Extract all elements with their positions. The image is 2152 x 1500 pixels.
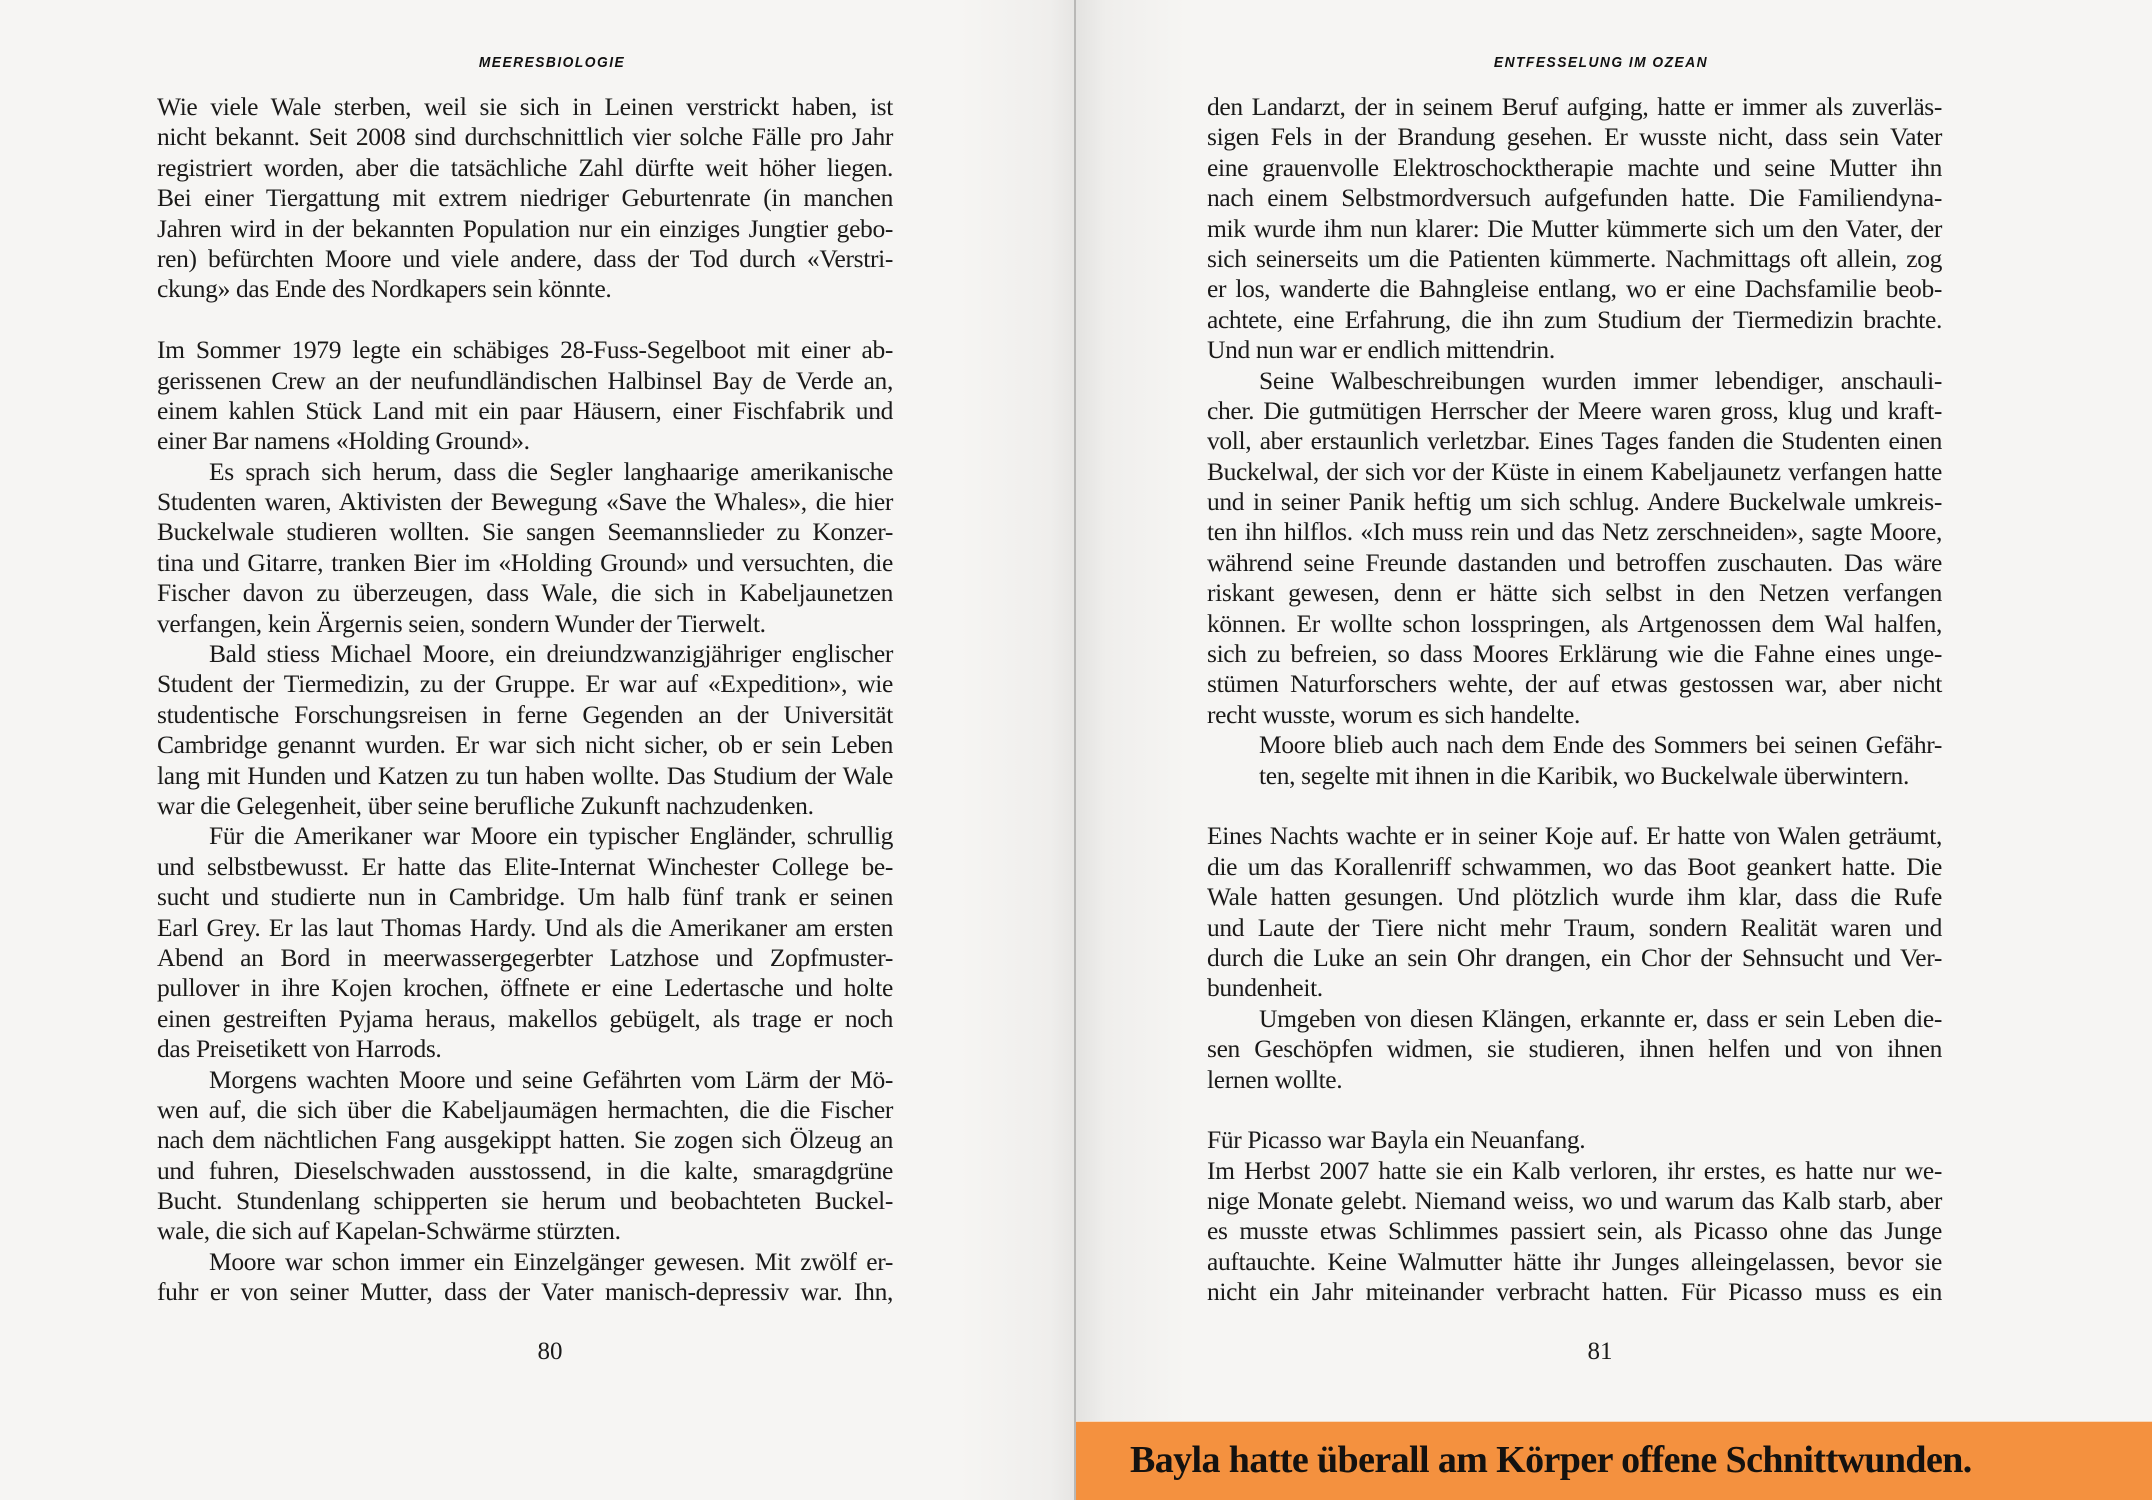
text-line: das Preisetikett von Harrods. xyxy=(157,1034,442,1064)
text-line: Fischer davon zu überzeugen, dass Wale, die sich in Kabeljaunetzen xyxy=(157,578,893,608)
text-line: fuhr er von seiner Mutter, dass der Vater manisch-depressiv war. Ihn, xyxy=(157,1277,893,1307)
text-line: wen auf, die sich über die Kabeljaumägen hermachten, die die Fischer xyxy=(157,1094,893,1124)
text-line: während seine Freunde dastanden und betroffen zuschauten. Das wäre xyxy=(1207,547,1942,577)
text-line: ren) befürchten Moore und viele andere, dass der Tod durch «Verstri- xyxy=(157,243,893,273)
text-line: Student der Tiermedizin, zu der Gruppe. Er war auf «Expedition», wie xyxy=(157,669,893,699)
text-line: pullover in ihre Kojen krochen, öffnete er eine Ledertasche und holte xyxy=(157,973,893,1003)
text-line: Eines Nachts wachte er in seiner Koje auf. Er hatte von Walen geträumt, xyxy=(1207,821,1942,851)
page-number-right: 81 xyxy=(1587,1338,1613,1365)
text-line: lernen wollte. xyxy=(1207,1064,1343,1094)
running-head-right: ENTFESSELUNG IM OZEAN xyxy=(1493,54,1709,71)
text-line: sich seinerseits um die Patienten kümmerte. Nachmittags oft allein, zog xyxy=(1207,243,1942,273)
text-line: bundenheit. xyxy=(1207,973,1323,1003)
text-line: Morgens wachten Moore und seine Gefährten vom Lärm der Mö- xyxy=(209,1064,893,1094)
text-line: die um das Korallenriff schwammen, wo das Boot geankert hatte. Die xyxy=(1207,851,1942,881)
text-line: Wie viele Wale sterben, weil sie sich in Leinen verstrickt haben, ist xyxy=(157,92,893,121)
text-line: Für die Amerikaner war Moore ein typischer Engländer, schrullig xyxy=(209,821,893,851)
highlight-banner xyxy=(1076,1421,2152,1500)
text-line: es musste etwas Schlimmes passiert sein, als Picasso ohne das Junge xyxy=(1207,1216,1942,1246)
text-line: Moore blieb auch nach dem Ende des Sommers bei seinen Gefähr- xyxy=(1259,730,1942,760)
text-line: registriert worden, aber die tatsächliche Zahl dürfte weit höher liegen. xyxy=(157,152,893,182)
text-line: Cambridge genannt wurden. Er war sich nicht sicher, ob er sein Leben xyxy=(157,730,893,760)
text-line: studentische Forschungsreisen in ferne Gegenden an der Universität xyxy=(157,699,893,729)
text-line: auftauchte. Keine Walmutter hätte ihr Junges alleingelassen, bevor sie xyxy=(1207,1246,1942,1276)
text-line: nach dem nächtlichen Fang ausgekippt hatten. Sie zogen sich Ölzeug an xyxy=(157,1125,893,1155)
left-page-text-column xyxy=(157,92,893,1308)
banner-quote: Bayla hatte überall am Körper offene Schnittwunden. xyxy=(1130,1439,1972,1481)
text-line: nige Monate gelebt. Niemand weiss, wo und warum das Kalb starb, aber xyxy=(1207,1186,1942,1216)
text-line: Wale hatten gesungen. Und plötzlich wurde ihm klar, dass die Rufe xyxy=(1207,882,1942,912)
text-line: Abend an Bord in meerwassergegerbter Latzhose und Zopfmuster- xyxy=(157,942,893,972)
text-line: Buckelwal, der sich vor der Küste in einem Kabeljaunetz verfangen hatte xyxy=(1207,456,1942,486)
text-line: sen Geschöpfen widmen, sie studieren, ihnen helfen und von ihnen xyxy=(1207,1034,1942,1064)
text-line: einer Bar namens «Holding Ground». xyxy=(157,426,530,456)
text-line: cher. Die gutmütigen Herrscher der Meere waren gross, klug und kraft- xyxy=(1207,395,1942,425)
text-line: einem kahlen Stück Land mit ein paar Häusern, einer Fischfabrik und xyxy=(157,395,893,425)
text-line: Es sprach sich herum, dass die Segler langhaarige amerikanische xyxy=(209,456,893,486)
text-line: Bucht. Stundenlang schipperten sie herum und beobachteten Buckel- xyxy=(157,1186,893,1216)
text-line: nicht ein Jahr miteinander verbracht hatten. Für Picasso muss es ein xyxy=(1207,1277,1942,1307)
text-line: sucht und studierte nun in Cambridge. Um halb fünf trank er seinen xyxy=(157,882,893,912)
text-line: ckung» das Ende des Nordkapers sein könnte. xyxy=(157,274,612,304)
blank-line xyxy=(1207,1095,1942,1125)
text-line: lang mit Hunden und Katzen zu tun haben wollte. Das Studium der Wale xyxy=(157,760,893,790)
text-line: gerissenen Crew an der neufundländischen Halbinsel Bay de Verde an, xyxy=(157,365,893,395)
text-line: eine grauenvolle Elektroschocktherapie machte und seine Mutter ihn xyxy=(1207,152,1942,182)
book-spine-gutter xyxy=(1074,0,1076,1500)
text-line: Umgeben von diesen Klängen, erkannte er, dass er sein Leben die- xyxy=(1259,1003,1942,1033)
text-line: und in seiner Panik heftig um sich schlug. Andere Buckelwale umkreis- xyxy=(1207,487,1942,517)
text-line: stümen Naturforschers wehte, der auf etwas gestossen war, aber nicht xyxy=(1207,669,1942,699)
text-line: ten, segelte mit ihnen in die Karibik, wo Buckelwale überwintern. xyxy=(1259,760,1909,790)
page-number-left: 80 xyxy=(537,1338,563,1365)
text-line: tina und Gitarre, tranken Bier im «Holding Ground» und versuchten, die xyxy=(157,547,893,577)
text-line: Buckelwale studieren wollten. Sie sangen Seemannslieder zu Konzer- xyxy=(157,517,893,547)
text-line: sigen Fels in der Brandung gesehen. Er wusste nicht, dass sein Vater xyxy=(1207,122,1942,152)
text-line: Bei einer Tiergattung mit extrem niedriger Geburtenrate (in manchen xyxy=(157,183,893,213)
text-line: Im Herbst 2007 hatte sie ein Kalb verloren, ihr erstes, es hatte nur we- xyxy=(1207,1155,1942,1185)
text-line: Im Sommer 1979 legte ein schäbiges 28-Fuss-Segelboot mit einer ab- xyxy=(157,335,893,365)
text-line: Moore war schon immer ein Einzelgänger gewesen. Mit zwölf er- xyxy=(209,1246,893,1276)
text-line: wale, die sich auf Kapelan-Schwärme stürzten. xyxy=(157,1216,621,1246)
text-line: riskant gewesen, denn er hätte sich selbst in den Netzen verfangen xyxy=(1207,578,1942,608)
text-line: und fuhren, Dieselschwaden ausstossend, in die kalte, smaragdgrüne xyxy=(157,1155,893,1185)
text-line: er los, wanderte die Bahngleise entlang, wo er eine Dachsfamilie beob- xyxy=(1207,274,1942,304)
text-line: Earl Grey. Er las laut Thomas Hardy. Und als die Amerikaner am ersten xyxy=(157,912,893,942)
text-line: nicht bekannt. Seit 2008 sind durchschnittlich vier solche Fälle pro Jahr xyxy=(157,122,893,152)
blank-line xyxy=(1207,791,1942,821)
text-line: nach einem Selbstmordversuch aufgefunden hatte. Die Familiendyna- xyxy=(1207,183,1942,213)
text-line: Jahren wird in der bekannten Population nur ein einziges Jungtier gebo- xyxy=(157,213,893,243)
text-line: Seine Walbeschreibungen wurden immer lebendiger, anschauli- xyxy=(1259,365,1942,395)
text-line: Und nun war er endlich mittendrin. xyxy=(1207,335,1555,365)
text-line: und Laute der Tiere nicht mehr Traum, sondern Realität waren und xyxy=(1207,912,1942,942)
text-line: sich zu befreien, so dass Moores Erklärung wie die Fahne eines unge- xyxy=(1207,639,1942,669)
text-line: ten ihn hilflos. «Ich muss rein und das Netz zerschneiden», sagte Moore, xyxy=(1207,517,1942,547)
text-line: können. Er wollte schon losspringen, als Artgenossen dem Wal halfen, xyxy=(1207,608,1942,638)
running-head-left: MEERESBIOLOGIE xyxy=(478,54,626,71)
text-line: durch die Luke an sein Ohr drangen, ein Chor der Sehnsucht und Ver- xyxy=(1207,942,1942,972)
text-line: und selbstbewusst. Er hatte das Elite-Internat Winchester College be- xyxy=(157,851,893,881)
text-line: Studenten waren, Aktivisten der Bewegung «Save the Whales», die hier xyxy=(157,487,893,517)
text-line: recht wusste, worum es sich handelte. xyxy=(1207,699,1580,729)
text-line: Für Picasso war Bayla ein Neuanfang. xyxy=(1207,1125,1586,1155)
text-line: voll, aber erstaunlich verletzbar. Eines Tages fanden die Studenten einen xyxy=(1207,426,1942,456)
text-line: Bald stiess Michael Moore, ein dreiundzwanzigjähriger englischer xyxy=(209,639,893,669)
text-line: war die Gelegenheit, über seine berufliche Zukunft nachzudenken. xyxy=(157,790,814,820)
right-page-text-column xyxy=(1207,92,1942,1308)
text-line: einen gestreiften Pyjama heraus, makellos gebügelt, als trage er noch xyxy=(157,1003,893,1033)
text-line: den Landarzt, der in seinem Beruf aufging, hatte er immer als zuverläs- xyxy=(1207,92,1942,121)
text-line: mik wurde ihm nun klarer: Die Mutter kümmerte sich um den Vater, der xyxy=(1207,213,1942,243)
text-line: verfangen, kein Ärgernis seien, sondern Wunder der Tierwelt. xyxy=(157,608,766,638)
text-line: achtete, eine Erfahrung, die ihn zum Studium der Tiermedizin brachte. xyxy=(1207,304,1942,334)
blank-line xyxy=(157,305,893,335)
